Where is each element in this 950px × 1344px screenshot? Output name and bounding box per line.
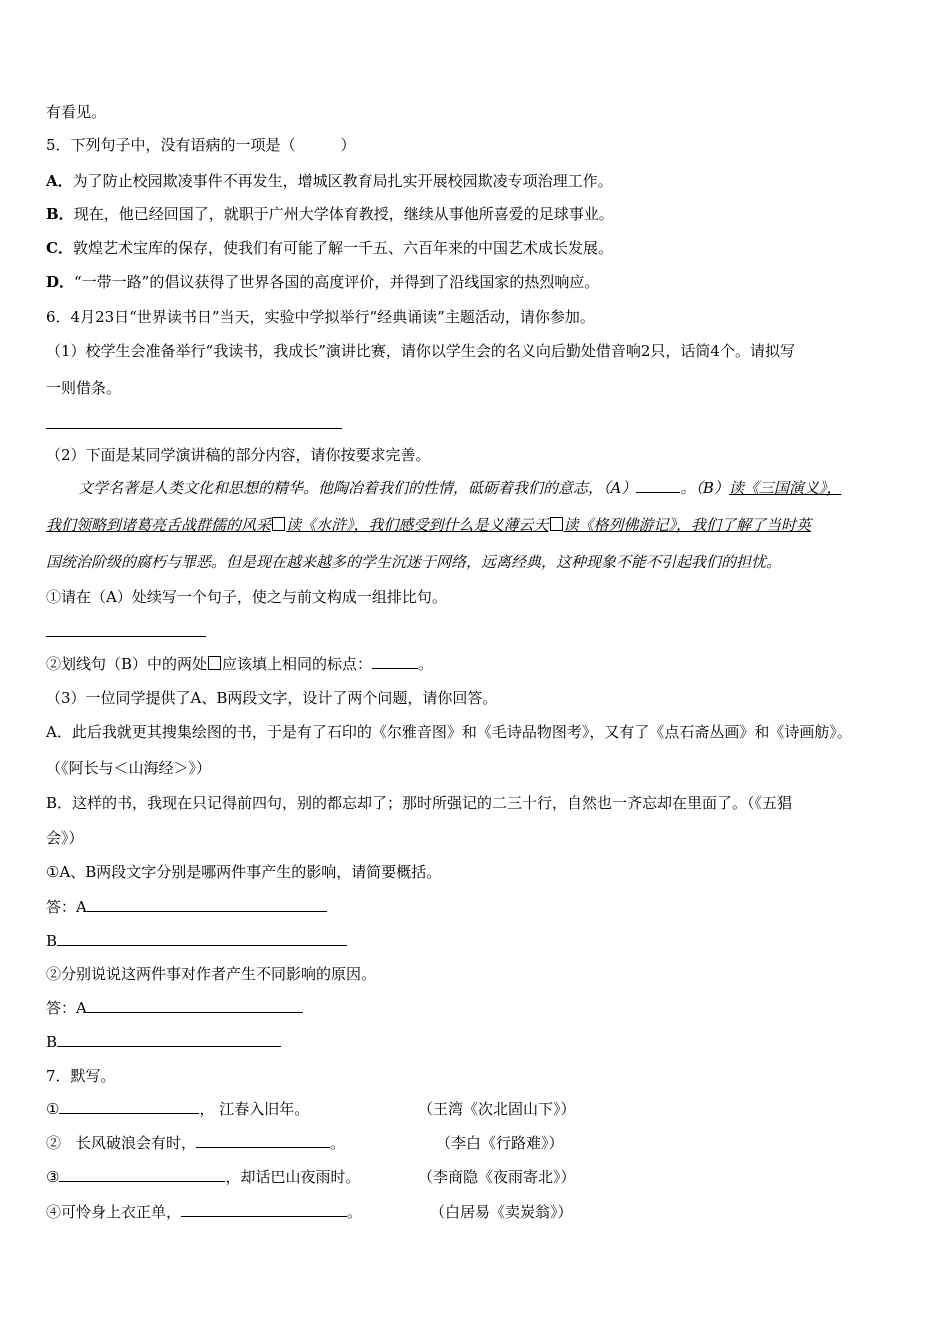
option-d (46, 271, 599, 293)
poem-source: （白居易《卖炭翁》） (430, 1203, 573, 1221)
poem-source: （李白《行路难》） (436, 1134, 564, 1152)
poem-text: 。 (347, 1203, 363, 1221)
option-text: 敦煌艺术宝库的保存，使我们有可能了解一千五、六百年来的中国艺术成长发展。 (72, 239, 613, 257)
answer-blank (372, 654, 418, 669)
answer-blank (196, 1133, 330, 1148)
text-b-source: 会》） (46, 829, 84, 847)
sub-question-1-cont: 一则借条。 (46, 379, 122, 397)
passage-line-3: 国统治阶级的腐朽与罪恶。但是现在越来越多的学生沉迷于网络，远离经典，这种现象不能不引起我们的担忧。 (46, 553, 782, 571)
sub-question-3: （3）一位同学提供了A、B两段文字，设计了两个问题，请你回答。 (46, 689, 498, 707)
passage-text: 文学名著是人类文化和思想的精华。他陶冶着我们的性情，砥砺着我们的意志，（A） (78, 479, 637, 497)
recite-3 (46, 1166, 360, 1188)
option-label: B． (46, 205, 74, 223)
sub-question-1: （1）校学生会准备举行“我读书，我成长”演讲比赛，请你以学生会的名义向后勤处借音响2只，话筒4个。请拟写 (46, 342, 795, 360)
poem-text: ， 江春入旧年。 (199, 1100, 310, 1118)
poem-text: ② 长风破浪会有时， (46, 1134, 197, 1152)
option-c (46, 237, 613, 259)
question-6: 6．4月23日“世界读书日”当天，实验中学拟举行“经典诵读”主题活动，请你参加。 (46, 308, 595, 326)
answer-blank (57, 931, 347, 946)
answer-label: 答：A (46, 898, 87, 916)
sub-question-2: （2）下面是某同学演讲稿的部分内容，请你按要求完善。 (46, 446, 431, 464)
answer-blank (59, 1167, 225, 1182)
text-a-source: （《阿长与＜山海经＞》） (46, 759, 212, 777)
text-b-line-1: B．这样的书，我现在只记得前四句，别的都忘却了；那时所强记的二三十行，自然也一齐忘却在里面了。（《五猖 (46, 794, 793, 812)
option-text: 为了防止校园欺凌事件不再发生，增城区教育局扎实开展校园欺凌专项治理工作。 (72, 172, 613, 190)
answer-blank (181, 1202, 347, 1217)
option-label: C． (46, 239, 73, 257)
item-text: 应该填上相同的标点： (222, 655, 373, 673)
option-b (46, 203, 614, 225)
item-text: 。 (418, 655, 434, 673)
blank-box (208, 656, 221, 670)
text-a-line-1: A．此后我就更其搜集绘图的书，于是有了石印的《尔雅音图》和《毛诗品物图考》，又有了《点石斋丛画》和《诗画舫》。 (46, 723, 852, 741)
item-text: ②划线句（B）中的两处 (46, 655, 208, 673)
answer2-b (46, 1031, 281, 1053)
underlined-text: 我们领略到诸葛亮舌战群儒的风采 (46, 516, 272, 534)
blank-a (636, 478, 680, 493)
sub-item-1: ①请在（A）处续写一个句子，使之与前文构成一组排比句。 (46, 588, 447, 606)
underlined-text: 读《水浒》，我们感受到什么是义薄云天 (286, 516, 549, 534)
poem-source: （王湾《次北固山下》） (418, 1100, 576, 1118)
answer2-a (46, 997, 303, 1019)
poem-text: ④可怜身上衣正单， (46, 1203, 182, 1221)
answer-label: 答：A (46, 999, 87, 1017)
underlined-text: 读《格列佛游记》，我们了解了当时英 (563, 516, 812, 534)
passage-line-1 (78, 477, 841, 499)
underlined-text: 读《三国演义》， (728, 479, 842, 497)
sub-item-2 (46, 653, 433, 675)
option-label: A． (46, 172, 73, 190)
blank-box (550, 517, 563, 531)
question-r2: ②分别说说这两件事对作者产生不同影响的原因。 (46, 965, 377, 983)
poem-text: 。 (330, 1134, 346, 1152)
passage-text: 。（B） (680, 479, 729, 497)
text-line: 有看见。 (46, 103, 107, 121)
recite-1 (46, 1098, 309, 1120)
question-r1: ①A、B两段文字分别是哪两件事产生的影响，请简要概括。 (46, 863, 442, 881)
answer-label: B (46, 1033, 58, 1051)
answer-blank (57, 1032, 281, 1047)
option-label: D． (46, 273, 75, 291)
option-a (46, 170, 613, 192)
recite-4 (46, 1201, 362, 1223)
poem-source: （李商隐《夜雨寄北》） (418, 1168, 576, 1186)
answer-line (46, 428, 342, 429)
answer-a (46, 896, 327, 918)
question-5: 5．下列句子中，没有语病的一项是（ ） (46, 136, 356, 154)
item-number: ① (46, 1100, 60, 1118)
answer-b (46, 930, 347, 952)
item-number: ③ (46, 1168, 60, 1186)
answer-line (46, 636, 206, 637)
answer-blank (87, 897, 327, 912)
option-text: 现在，他已经回国了，就职于广州大学体育教授，继续从事他所喜爱的足球事业。 (73, 205, 614, 223)
blank-box (272, 517, 285, 531)
passage-line-2 (46, 514, 811, 536)
poem-text: ，却话巴山夜雨时。 (225, 1168, 361, 1186)
recite-2 (46, 1132, 345, 1154)
question-7: 7．默写。 (46, 1067, 116, 1085)
answer-blank (87, 998, 303, 1013)
answer-label: B (46, 932, 58, 950)
option-text: “一带一路”的倡议获得了世界各国的高度评价，并得到了沿线国家的热烈响应。 (74, 273, 600, 291)
answer-blank (59, 1099, 199, 1114)
